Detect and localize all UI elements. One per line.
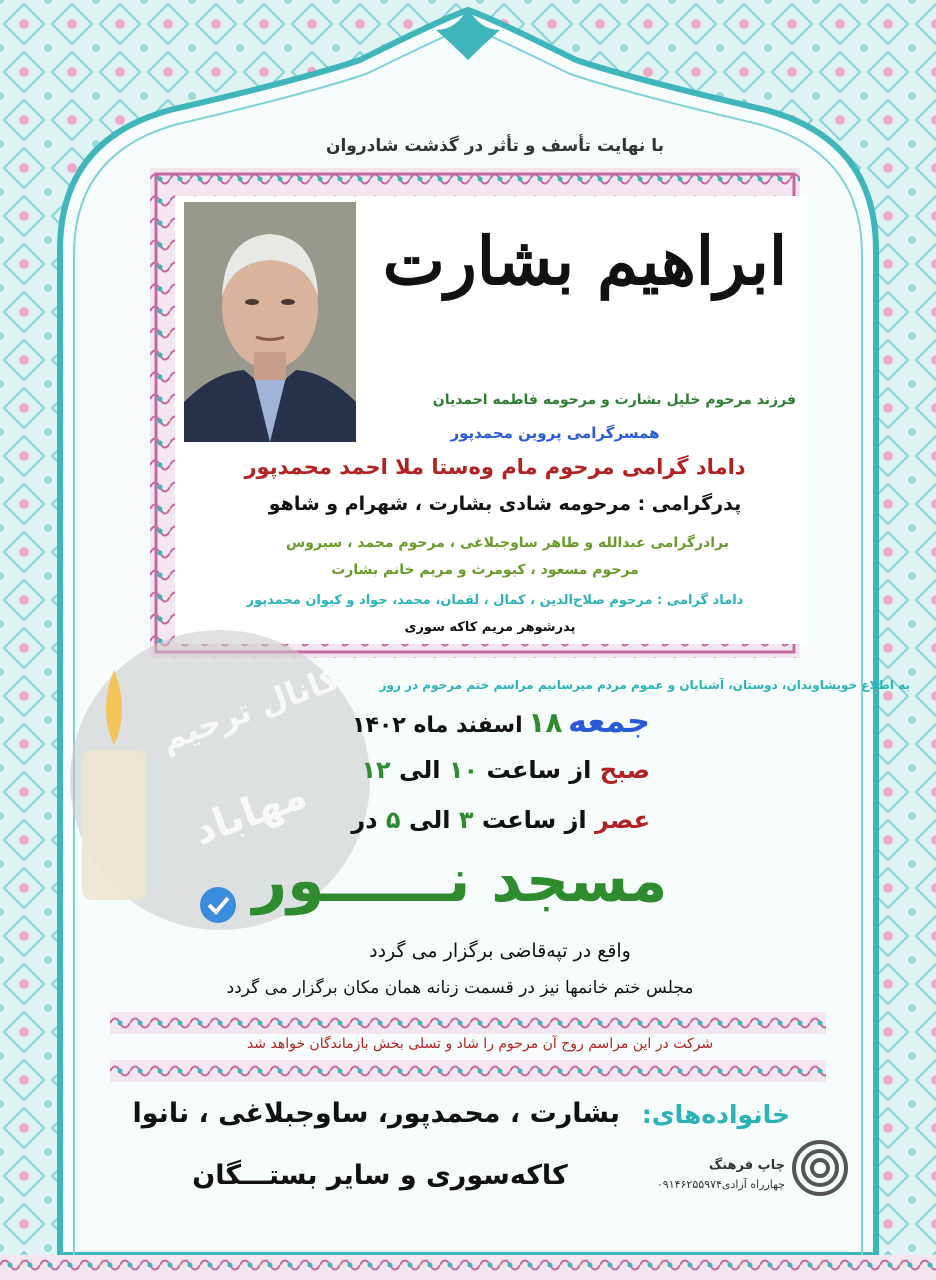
notice-line: به اطلاع خویشاوندان، دوستان، آشنایان و عموم مردم میرسانیم مراسم ختم مرحوم در روز — [379, 678, 910, 692]
watermark-text-2: مهاباد — [187, 771, 313, 855]
afternoon-label: عصر — [595, 806, 650, 834]
families-line-1: بشارت ، محمدپور، ساوجبلاغی ، نانوا — [132, 1098, 620, 1129]
afternoon-start: ۳ — [458, 806, 474, 834]
afternoon-time-line — [280, 806, 650, 834]
day-name: جمعه — [568, 702, 650, 740]
morning-start: ۱۰ — [448, 756, 479, 784]
morning-to: الی — [398, 756, 441, 784]
ornament-divider-bottom — [110, 1060, 826, 1082]
morning-end: ۱۲ — [361, 756, 391, 784]
watermark-text-1: کانال ترحیم — [155, 659, 345, 759]
location-line: واقع در تپه‌قاضی برگزار می گردد — [369, 940, 631, 962]
deceased-name: ابراهیم بشارت — [382, 222, 788, 300]
morning-label: صبح — [599, 756, 650, 784]
printer-name: چاپ فرهنگ — [708, 1158, 785, 1173]
son-in-law-line: داماد گرامی مرحوم مام وەستا ملا احمد محمدپور — [244, 455, 746, 479]
parents-line: فرزند مرحوم خلیل بشارت و مرحومه فاطمه احمدیان — [432, 392, 796, 408]
families-line-2: کاکه‌سوری و سایر بستـــگان — [192, 1160, 568, 1191]
father-in-law-line: پدرشوهر مریم کاکه سوری — [404, 620, 576, 635]
morning-time-line — [300, 756, 650, 784]
printer-address: چهارراه آزادی۰۹۱۴۶۲۵۵۹۷۴ — [656, 1178, 785, 1191]
intro-text: با نهایت تأسف و تأثر در گذشت شادروان — [325, 136, 665, 156]
spouse-line: همسرگرامی پروین محمدپور — [450, 424, 660, 442]
siblings-line-1: برادرگرامی عبدالله و طاهر ساوجبلاغی ، مرحوم محمد ، سیروس — [285, 535, 730, 551]
siblings-line-2: مرحوم مسعود ، کیومرث و مریم خانم بشارت — [331, 562, 639, 578]
afternoon-in: در — [351, 806, 378, 834]
afternoon-from: از ساعت — [481, 806, 587, 834]
date-line — [260, 702, 650, 740]
deceased-photo — [184, 202, 356, 442]
afternoon-end: ۵ — [385, 806, 401, 834]
afternoon-to: الی — [408, 806, 451, 834]
ornament-divider-top — [110, 1012, 826, 1034]
children-line: پدرگرامی : مرحومه شادی بشارت ، شهرام و شاهو — [268, 493, 742, 515]
day-number: ۱۸ — [528, 706, 563, 739]
month-year: اسفند ماه ۱۴۰۲ — [352, 713, 523, 738]
sons-in-law-line: داماد گرامی : مرحوم صلاح‌الدین ، کمال ، لقمان، محمد، جواد و کیوان محمدپور — [246, 593, 744, 608]
printer-logo-icon — [790, 1138, 850, 1198]
morning-from: از ساعت — [486, 756, 592, 784]
women-line: مجلس ختم خانمها نیز در قسمت زنانه همان مکان برگزار می گردد — [226, 978, 694, 998]
thanks-line: شرکت در این مراسم روح آن مرحوم را شاد و تسلی بخش بازماندگان خواهد شد — [246, 1036, 714, 1052]
families-label: خانواده‌های: — [641, 1100, 790, 1129]
venue-name: مسجد نــــــور — [252, 846, 668, 916]
